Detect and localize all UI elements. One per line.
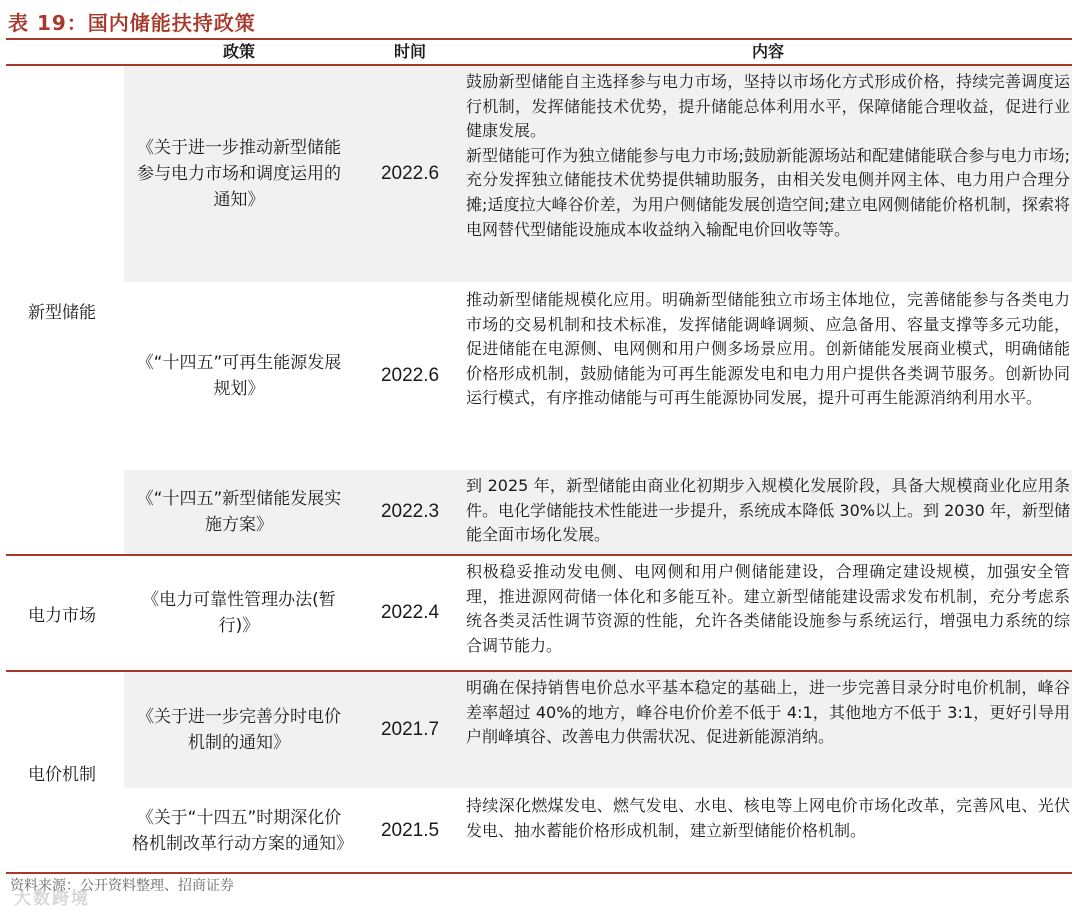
policy-time: 2021.5: [380, 820, 440, 841]
category-label: 电价机制: [28, 764, 96, 785]
table-title: 表 19：国内储能扶持政策: [8, 11, 256, 35]
header-content: 内容: [751, 42, 784, 61]
policy-name: 《关于“十四五”时期深化价格机制改革行动方案的通知》: [132, 808, 353, 854]
content-paragraph: 到 2025 年，新型储能由商业化初期步入规模化发展阶段，具备大规模商业化应用条件。电化学储能技术性能进一步提升，系统成本降低 30%以上。到 2030 年，新型储能全面市场化发展。: [466, 476, 1070, 545]
policy-time: 2022.3: [380, 501, 440, 522]
watermark: 大数跨境: [14, 889, 90, 909]
table-row: [124, 284, 1072, 468]
category-label: 新型储能: [28, 302, 96, 323]
table-header: [6, 40, 1072, 64]
table-row: [124, 556, 1072, 670]
policy-time: 2022.4: [380, 602, 440, 623]
category-label: 电力市场: [28, 605, 96, 626]
policy-content: [466, 790, 1070, 872]
policy-name: 《关于进一步推动新型储能参与电力市场和调度运用的通知》: [137, 138, 341, 210]
content-paragraph: 鼓励新型储能自主选择参与电力市场，坚持以市场化方式形成价格，持续完善调度运行机制，发挥储能技术优势，提升储能总体利用水平，保障储能合理收益，促进行业健康发展。: [466, 72, 1070, 141]
content-paragraph: 推动新型储能规模化应用。明确新型储能独立市场主体地位，完善储能参与各类电力市场的交易机制和技术标准，发挥储能调峰调频、应急备用、容量支撑等多元功能，促进储能在电源侧、电网侧和用户侧多场景应用。创新储能发展商业模式，明确储能价格形成机制，鼓励储能为可再生能源发电和电力用户提供各类调节服务。创新协同运行模式，有序推动储能与可再生能源协同发展，提升可再生能源消纳利用水平。: [466, 290, 1070, 408]
content-paragraph: 持续深化燃煤发电、燃气发电、水电、核电等上网电价市场化改革，完善风电、光伏发电、抽水蓄能价格形成机制，建立新型储能价格机制。: [466, 796, 1070, 840]
content-paragraph: 积极稳妥推动发电侧、电网侧和用户侧储能建设，合理确定建设规模，加强安全管理，推进源网荷储一体化和多能互补。建立新型储能建设需求发布机制，充分考虑系统各类灵活性调节资源的性能，允许各类储能设施参与系统运行，增强电力系统的综合调节能力。: [466, 562, 1070, 655]
policy-time: 2021.7: [380, 719, 440, 740]
policy-time: 2022.6: [380, 163, 440, 184]
header-time: 时间: [393, 42, 426, 61]
policy-name: 《“十四五”新型储能发展实施方案》: [136, 489, 342, 535]
policy-content: [466, 556, 1070, 670]
policy-content: [466, 66, 1070, 282]
content-paragraph: 明确在保持销售电价总水平基本稳定的基础上，进一步完善目录分时电价机制，峰谷差率超过 40%的地方，峰谷电价价差不低于 4:1，其他地方不低于 3:1，更好引导用户削峰填谷、改善电力供需状况、促进新能源消纳。: [466, 678, 1070, 747]
policy-name: 《“十四五”可再生能源发展规划》: [136, 353, 342, 399]
table-row: [124, 470, 1072, 554]
table-row: [124, 790, 1072, 872]
policy-name: 《关于进一步完善分时电价机制的通知》: [137, 707, 341, 753]
policy-name: 《电力可靠性管理办法(暂行)》: [142, 590, 336, 636]
policy-content: [466, 470, 1070, 554]
bottom-rule: [6, 872, 1072, 874]
table-row: [124, 672, 1072, 788]
table-row: [124, 66, 1072, 282]
header-policy: 政策: [222, 42, 255, 61]
source-note: 资料来源：公开资料整理、招商证券: [10, 878, 234, 894]
policy-content: [466, 672, 1070, 788]
policy-time: 2022.6: [380, 365, 440, 386]
policy-content: [466, 284, 1070, 468]
content-paragraph: 新型储能可作为独立储能参与电力市场;鼓励新能源场站和配建储能联合参与电力市场;充分发挥独立储能技术优势提供辅助服务，由相关发电侧并网主体、电力用户合理分摊;适度拉大峰谷价差，为用户侧储能发展创造空间;建立电网侧储能价格机制，探索将电网替代型储能设施成本收益纳入输配电价回收等等。: [466, 145, 1070, 239]
